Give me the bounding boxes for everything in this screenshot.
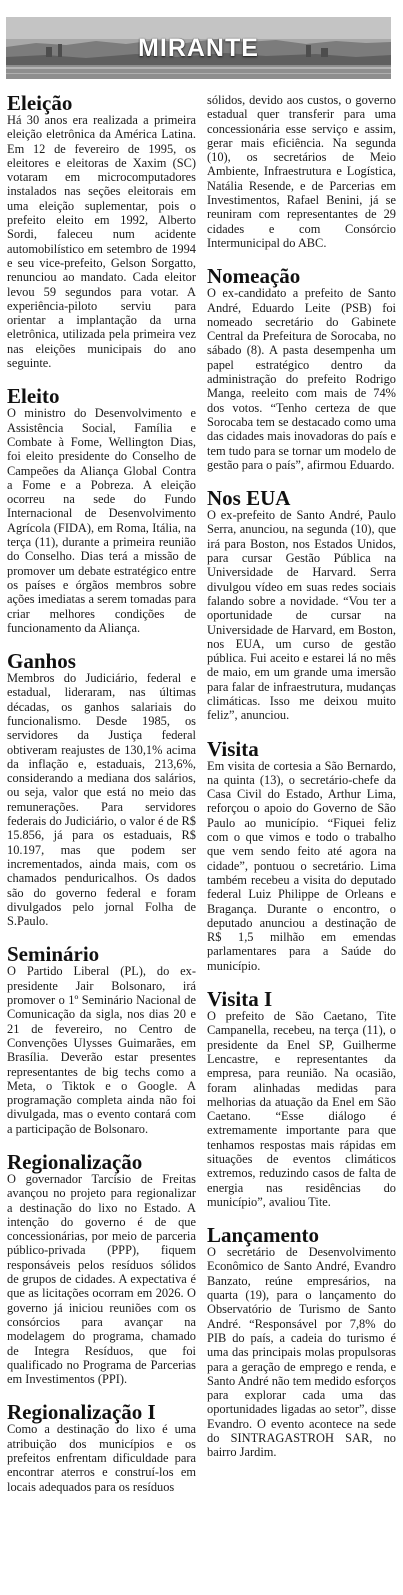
article-lancamento [207, 1225, 396, 1459]
article-nomeacao [207, 266, 396, 472]
article-heading: Visita I [207, 987, 273, 1012]
article-body: Há 30 anos era realizada a primeira eleição eletrônica da América Latina. Em 12 de fevereiro de 1995, os eleitores e eleitoras de Xaxim (SC) votaram em microcomputadores instalados nas seções eleitorais em uma eleição suplementar, pois o prefeito eleito em 1992, Alberto Sordi, faleceu num acidente automobilístico em setembro de 1994 e seu vice-prefeito, Gelson Sorgatto, renunciou ao mandato. Cada eleitor levou 59 segundos para votar. A experiência-piloto serviu para orientar a implantação da urna eletrônica, utilizada pela primeira vez nas eleições municipais do ano seguinte. [7, 113, 196, 371]
article-body: Membros do Judiciário, federal e estadual, lideraram, nas últimas décadas, os ganhos salariais do funcionalismo. Desde 1985, os servidores da Justiça federal obtiveram reajustes de 130,1% acima da inflação e, estaduais, 213,6%, considerando a mediana dos salários, ou seja, valor que está no meio das remunerações. Para servidores federais do Judiciário, o valor é de R$ 15.856, já para os estaduais, R$ 10.197, mas que podem ser incrementados, ainda mais, com os chamados penduricalhos. Os dados são do governo federal e foram divulgados pelo jornal Folha de S.Paulo. [7, 671, 196, 929]
left-column [7, 93, 196, 1591]
article-body: O governador Tarcísio de Freitas avançou no projeto para regionalizar a destinação do lixo no Estado. A intenção do governo é de que concessionárias, por meio de parceria público-privada (PPP), fiquem responsáveis pelos resíduos sólidos de grupos de cidades. A expectativa é que as licitações ocorram em 2026. O governo já iniciou reuniões com os consórcios para avançar na modelagem do programa, chamado de Integra Resíduos, que foi qualificado no Programa de Parcerias em Investimentos (PPI). [7, 1172, 196, 1387]
article-eleicao [7, 93, 196, 370]
article-seminario [7, 944, 196, 1136]
article-body: O ex-prefeito de Santo André, Paulo Serra, anunciou, na segunda (10), que irá para Boston, nos Estados Unidos, para cursar Gestão Pública na Universidade de Harvard. Serra divulgou vídeo em suas redes sociais falando sobre a novidade. “Vou ter a oportunidade de cursar na Universidade de Harvard, em Boston, nos EUA, um curso de gestão pública. Fui aceito e estarei lá no mês de maio, em um grande uma imersão para falar de infraestrutura, mudanças climáticas. Isso me deixou muito feliz”, anunciou. [207, 508, 396, 723]
right-column [207, 93, 396, 1591]
article-heading: Eleição [7, 93, 73, 115]
column-banner [6, 17, 391, 79]
article-heading: Seminário [7, 942, 100, 967]
article-heading: Regionalização [7, 1150, 143, 1174]
column-title: MIRANTE [138, 34, 259, 62]
article-nos-eua [207, 488, 396, 722]
article-heading: Nomeação [207, 264, 301, 289]
article-heading: Visita [207, 736, 259, 761]
article-body: Em visita de cortesia a São Bernardo, na quinta (13), o secretário-chefe da Casa Civil do Estado, Arthur Lima, reforçou o apoio do Governo de São Paulo ao município. “Fiquei feliz com o que vimos e todo o trabalho que vem sendo feito até agora na cidade”, pontuou o secretário. Lima também recebeu a visita do deputado federal Luiz Philippe de Orleans e Bragança. Durante o encontro, o deputado anunciou a destinação de R$ 1,5 milhão em emendas parlamentares para a Saúde do município. [207, 758, 396, 973]
article-heading: Nos EUA [207, 486, 291, 511]
article-body: O Partido Liberal (PL), do ex-presidente Jair Bolsonaro, irá promover o 1º Seminário Nacional de Comunicação da sigla, nos dias 20 e 21 de fevereiro, no Centro de Convenções Ulysses Guimarães, em Brasília. Deverão estar presentes representantes de big techs como a Meta, o Tiktok e o Google. A programação completa ainda não foi divulgada, mas o evento contará com a participação de Bolsonaro. [7, 964, 196, 1136]
article-heading: Eleito [7, 384, 60, 409]
article-heading: Regionalização I [7, 1400, 156, 1425]
article-regionalizacao-i [7, 1402, 196, 1493]
article-eleito [7, 386, 196, 635]
article-body: O ex-candidato a prefeito de Santo André, Eduardo Leite (PSB) foi nomeado secretário do Gabinete Central da Prefeitura de Sorocaba, no sábado (8). A pasta desempenha um papel estratégico dentro da administração do prefeito Rodrigo Manga, reeleito com mais de 74% dos votos. “Tenho certeza de que Sorocaba tem se destacado como uma das cidades mais inovadoras do país e tem tudo para se tornar um modelo de gestão para o país”, afirmou Eduardo. [207, 286, 396, 472]
article-visita [207, 736, 396, 973]
article-body: Como a destinação do lixo é uma atribuição dos municípios e os prefeitos enfrentam dificuldade para encontrar aterros e construí-los em locais adequados para os resíduos [7, 1422, 196, 1494]
article-heading: Ganhos [7, 649, 76, 674]
article-ganhos [7, 651, 196, 928]
article-regionalizacao-i-continued [207, 93, 396, 250]
article-heading: Lançamento [207, 1223, 319, 1248]
article-visita-i [207, 989, 396, 1209]
article-body: O ministro do Desenvolvimento e Assistência Social, Família e Combate à Fome, Wellington Dias, foi eleito presidente do Conselho de Campeões da Aliança Global Contra a Fome e a Pobreza. A eleição ocorreu na sede do Fundo Internacional de Desenvolvimento Agrícola (FIDA), em Roma, Itália, na terça (11), durante a primeira reunião do Conselho. Dias terá a missão de promover um debate estratégico entre os países e órgãos membros sobre ações imediatas a serem tomadas para criar melhores condições de funcionamento da Aliança. [7, 406, 196, 635]
article-columns [7, 93, 396, 1591]
article-body: sólidos, devido aos custos, o governo estadual quer transferir para uma concessionária esse serviço e assim, gerar mais eficiência. Na segunda (10), os secretários de Meio Ambiente, Infraestrutura e Logística, Natália Resende, e de Parcerias em Investimentos, Rafael Benini, já se reuniram com representantes de 29 cidades e com Consórcio Intermunicipal do ABC. [207, 93, 396, 250]
article-body: O prefeito de São Caetano, Tite Campanella, recebeu, na terça (11), o presidente da Enel SP, Guilherme Lencastre, e representantes da empresa, para reunião. Na ocasião, foram alinhadas medidas para melhorias da atuação da Enel em São Caetano. “Esse diálogo é extremamente importante para que tenhamos respostas mais rápidas em situações de eventos climáticos extremos, reduzindo casos de falta de energia nas residências do município”, avaliou Tite. [207, 1009, 396, 1209]
article-body: O secretário de Desenvolvimento Econômico de Santo André, Evandro Banzato, reúne empresários, na quarta (19), para o lançamento do Observatório de Turismo de Santo André. “Responsável por 7,8% do PIB do país, a cadeia do turismo é uma das principais molas propulsoras para a geração de emprego e renda, e Santo André não tem medido esforços para explorar cada uma das oportunidades ligadas ao setor”, disse Evandro. O evento acontece na sede do SINTRAGASTROH SAR, no bairro Jardim. [207, 1245, 396, 1460]
article-regionalizacao [7, 1152, 196, 1386]
